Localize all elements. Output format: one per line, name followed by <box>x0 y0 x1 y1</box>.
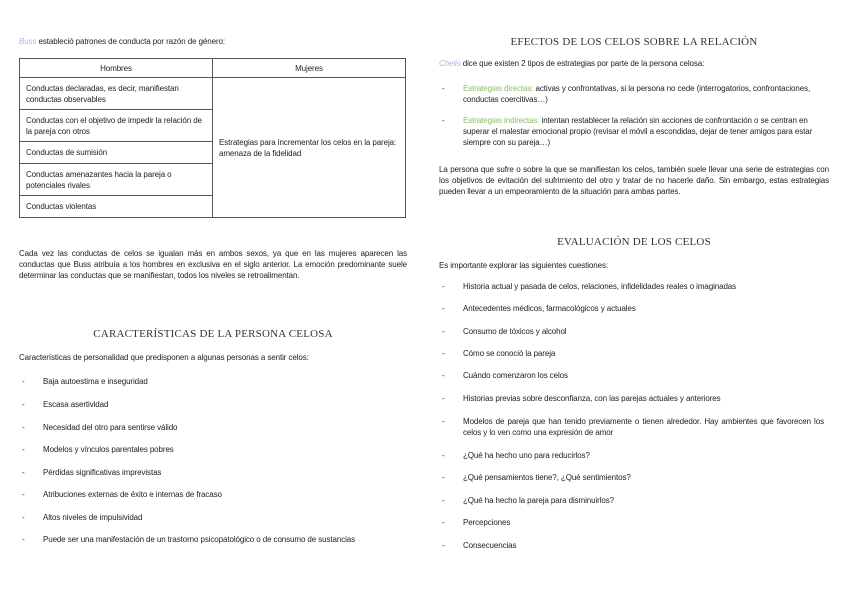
list-item: - Percepciones <box>442 518 511 527</box>
list-item: - Atribuciones externas de éxito e internas de fracaso <box>22 490 222 499</box>
list-item: - Modelos y vínculos parentales pobres <box>22 445 174 454</box>
list-item: - Historias previas sobre desconfianza, con las parejas actuales y anteriores <box>442 394 721 403</box>
traits-intro: Características de personalidad que predisponen a algunas personas a sentir celos: <box>19 353 309 362</box>
list-item: - Altos niveles de impulsividad <box>22 513 143 522</box>
dash-bullet: - <box>442 451 445 460</box>
dash-bullet: - <box>22 377 25 386</box>
buss-intro-text: estableció patrones de conducta por razón de género: <box>36 37 226 46</box>
list-item: - Escasa asertividad <box>22 400 109 409</box>
chelis-intro-text: dice que existen 2 tipos de estrategias por parte de la persona celosa: <box>460 59 705 68</box>
dash-bullet: - <box>22 490 25 499</box>
list-item: - Consecuencias <box>442 541 517 550</box>
dash-bullet: - <box>442 282 445 291</box>
strategy-label-indirect: Estrategias indirectas: <box>463 116 540 125</box>
dash-bullet: - <box>22 445 25 454</box>
list-item: - ¿Qué ha hecho la pareja para disminuirlos? <box>442 496 614 505</box>
strategy-label-direct: Estrategias directas: <box>463 84 534 93</box>
author-name-chelis: Chelis <box>439 59 461 68</box>
section-title-evaluation: EVALUACIÓN DE LOS CELOS <box>557 236 711 248</box>
list-item: - Cómo se conoció la pareja <box>442 349 556 358</box>
dash-bullet: - <box>22 535 25 544</box>
list-item: - Necesidad del otro para sentirse válido <box>22 423 178 432</box>
buss-intro <box>19 36 407 47</box>
table-cell-women: Estrategias para incrementar los celos en la pareja: amenaza de la fidelidad <box>213 78 406 218</box>
table-header-women: Mujeres <box>213 59 406 78</box>
dash-bullet: - <box>442 304 445 313</box>
author-name-buss: Buss <box>19 37 37 46</box>
table-header-men: Hombres <box>20 59 213 78</box>
dash-bullet: - <box>442 327 445 336</box>
evaluation-list <box>439 281 824 551</box>
list-item: - Estrategias directas: activas y confrontativas, si la persona no cede (interrogatorios, confrontaciones, conductas coercitivas…) <box>442 84 811 104</box>
section-title-jealous-person: CARACTERÍSTICAS DE LA PERSONA CELOSA <box>93 328 333 340</box>
dash-bullet: - <box>442 349 445 358</box>
list-item: - Baja autoestima e inseguridad <box>22 377 148 386</box>
dash-bullet: - <box>442 496 445 505</box>
dash-bullet: - <box>22 400 25 409</box>
table-cell-men-4: Conductas amenazantes hacia la pareja o potenciales rivales <box>20 164 213 196</box>
gender-conduct-table <box>19 58 406 218</box>
dash-bullet: - <box>22 468 25 477</box>
table-cell-men-1: Conductas declaradas, es decir, manifiestan conductas observables <box>20 78 213 110</box>
list-item: - ¿Qué pensamientos tiene?, ¿Qué sentimientos? <box>442 473 631 482</box>
dash-bullet: - <box>442 84 445 93</box>
gender-paragraph: Cada vez las conductas de celos se igualan más en ambos sexos, ya que en las mujeres aparecen las conductas que Buss atribuía a los hombres en exclusiva en el siglo anterior. La emoción predominante suele determinar las conductas que se manifiestan, todos los niveles se retroalimentan. <box>19 249 407 280</box>
list-item: - Estrategias indirectas: intentan restablecer la relación sin acciones de confrontación o se centran en superar el malestar emocional propio (revisar el móvil a escondidas, dejar de tener amigos para estar siempre con su pareja…) <box>442 116 813 147</box>
dash-bullet: - <box>442 473 445 482</box>
dash-bullet: - <box>442 417 445 426</box>
strategies-list <box>439 83 824 148</box>
table-cell-men-2: Conductas con el objetivo de impedir la relación de la pareja con otros <box>20 110 213 142</box>
dash-bullet: - <box>442 371 445 380</box>
section-title-effects: EFECTOS DE LOS CELOS SOBRE LA RELACIÓN <box>510 36 758 48</box>
list-item: - Antecedentes médicos, farmacológicos y actuales <box>442 304 636 313</box>
dash-bullet: - <box>442 541 445 550</box>
dash-bullet: - <box>442 394 445 403</box>
table-cell-men-5: Conductas violentas <box>20 196 213 218</box>
list-item: - Consumo de tóxicos y alcohol <box>442 327 567 336</box>
evaluation-intro: Es importante explorar las siguientes cuestiones: <box>439 261 608 270</box>
dash-bullet: - <box>442 518 445 527</box>
table-cell-men-3: Conductas de sumisión <box>20 142 213 164</box>
list-item: - ¿Qué ha hecho uno para reducirlos? <box>442 451 590 460</box>
partner-strategies-paragraph: La persona que sufre o sobre la que se manifiestan los celos, también suele llevar una serie de estrategias con los objetivos de evitación del sufrimiento del otro y tratar de no hacerle daño. Sin embargo, estas estrategias pueden llevar a un empeoramiento de la situación para ambas partes. <box>439 165 829 196</box>
list-item: - Modelos de pareja que han tenido previamente o tienen alrededor. Hay ambientes que favorecen los celos y lo ven como una expresión de amor <box>442 417 824 437</box>
chelis-intro <box>439 58 829 69</box>
list-item: - Cuándo comenzaron los celos <box>442 371 568 380</box>
list-item: - Pérdidas significativas imprevistas <box>22 468 162 477</box>
dash-bullet: - <box>22 513 25 522</box>
dash-bullet: - <box>442 116 445 125</box>
list-item: - Historia actual y pasada de celos, relaciones, infidelidades reales o imaginadas <box>442 282 737 291</box>
list-item: - Puede ser una manifestación de un trastorno psicopatológico o de consumo de sustancias <box>22 535 356 544</box>
traits-list <box>19 376 407 545</box>
dash-bullet: - <box>22 423 25 432</box>
